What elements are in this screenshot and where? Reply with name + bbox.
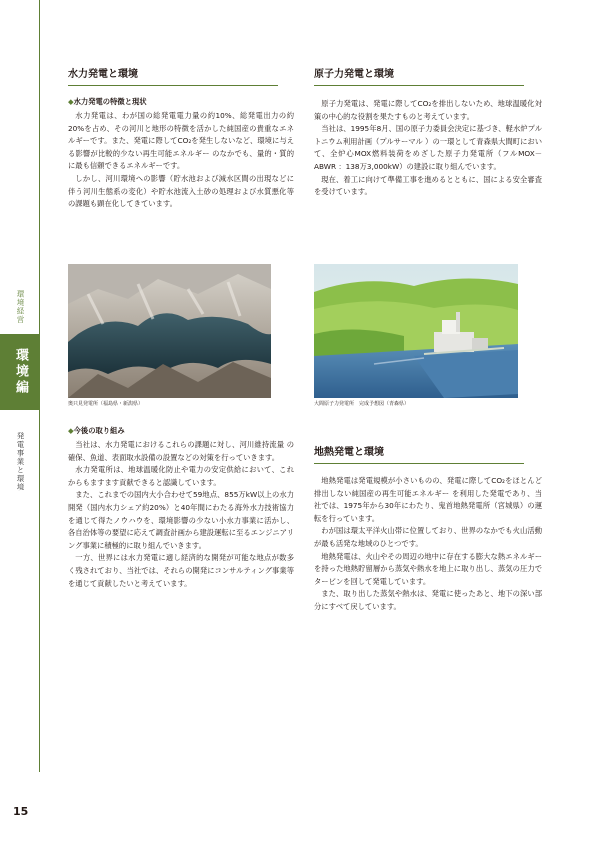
sidebar-active-block [0,334,40,410]
geothermal-para-3: 地熱発電は、火山やその周辺の地中に存在する膨大な熱エネルギーを持った地熱貯留層から蒸気や熱水を地上に取り出し、蒸気の圧力でタービンを回して発電しています。 [314,551,542,586]
hydro-subhead-future-text: 今後の取り組み [73,426,125,435]
geothermal-para-2: わが国は環太平洋火山帯に位置しており、世界のなかでも火山活動が最も活発な地域のひとつです。 [314,526,542,548]
nuclear-plant-illustration-graphic [314,264,518,398]
hydro-dam-photo-graphic [68,264,271,398]
nuclear-plant-illustration [314,264,518,398]
hydro-dam-photo [68,264,271,398]
nuclear-para-1: 原子力発電は、発電に際してCO₂を排出しないため、地球温暖化対策の中心的な役割を果たすものと考えています。 [314,99,542,121]
nuclear-para-2: 当社は、1995年8月、国の原子力委員会決定に基づき、軽水炉プルトニウム利用計画（プルサーマル ）の一環として青森県大間町において、全炉心MOX燃料装荷をめざした原子力発電所（フルMOX－ABWR ：138万3,000kW）の建設に取り組んでいます。 [314,124,542,171]
hydro-future-para-2: 水力発電所は、地球温暖化防止や電力の安定供給において、これからもますます貢献できると認識しています。 [68,465,294,487]
page-number: 15 [13,805,29,818]
hydro-future-para-3: また、これまでの国内大小合わせて59地点、855万kW以上の水力開発（国内水力シェア約20%）と40年間にわたる海外水力技術協力を通じて得たノウハウを、環境影響の少ない小水力事業に活かし、各自治体等の要望に応えて調査計画から建設運転に至るエンジニアリング事業に積極的に取り組んでいきます。 [68,490,294,550]
hydro-status-para-2: しかし、河川環境への影響（貯水池および減水区間の出現などに伴う河川生態系の変化）や貯水池流入土砂の処理および水質悪化等の課題も顕在化してきています。 [68,173,294,209]
geothermal-title: 地熱発電と環境 [314,446,524,464]
hydro-subhead-status [68,96,147,108]
nuclear-para-3: 現在、着工に向けて準備工事を進めるとともに、国による安全審査を受けています。 [314,174,542,197]
diamond-bullet-icon: ◆ [68,97,74,106]
sidebar-sub-label: 発電事業と環境 [16,432,25,492]
hydro-photo-caption: 奥只見発電所（福島県・新潟県） [68,401,144,407]
hydro-future-para-4: 一方、世界には水力発電に適し経済的な開発が可能な地点が数多く残されており、当社では、それらの開発にコンサルティング事業等を通じて貢献したいと考えています。 [68,553,294,588]
nuclear-title: 原子力発電と環境 [314,68,524,86]
geothermal-body [314,475,542,614]
hydro-future-para-1: 当社は、水力発電におけるこれらの課題に対し、河川維持流量 の確保、魚道、表面取水設備の設置などの対策を行っていきます。 [68,440,294,462]
geothermal-para-4: また、取り出した蒸気や熱水は、発電に使ったあと、地下の深い部分にすべて戻しています。 [314,589,542,611]
hydro-subhead-status-text: 水力発電の特徴と現状 [73,97,147,106]
sidebar [0,0,40,841]
sidebar-section-label: 環境経営 [16,290,25,324]
nuclear-body [314,98,542,199]
sidebar-active-label: 環境編 [13,348,28,396]
nuclear-photo-caption: 大間原子力発電所 完成予想図（青森県） [314,401,410,407]
hydro-subhead-future [68,425,125,437]
diamond-bullet-icon: ◆ [68,426,74,435]
hydro-title: 水力発電と環境 [68,68,278,86]
hydro-status-body [68,110,294,211]
geothermal-para-1: 地熱発電は発電規模が小さいものの、発電に際してCO₂をほとんど排出しない純国産の再生可能エネルギー を利用した発電であり、当社では、1975年から30年にわたり、鬼首地熱発電所（宮城県）の運転を行っています。 [314,476,542,523]
hydro-status-para-1: 水力発電は、わが国の総発電電力量の約10%、総発電出力の約20%を占め、その河川と地形の特徴を活かした純国産の貴重なエネルギーです。また、発電に際してCO₂を発生しないなど、環境に与える影響が比較的少ない再生可能エネルギー のなかでも、量的・質的に最も信頼できるエネルギーです。 [68,111,294,171]
hydro-future-body [68,439,294,590]
